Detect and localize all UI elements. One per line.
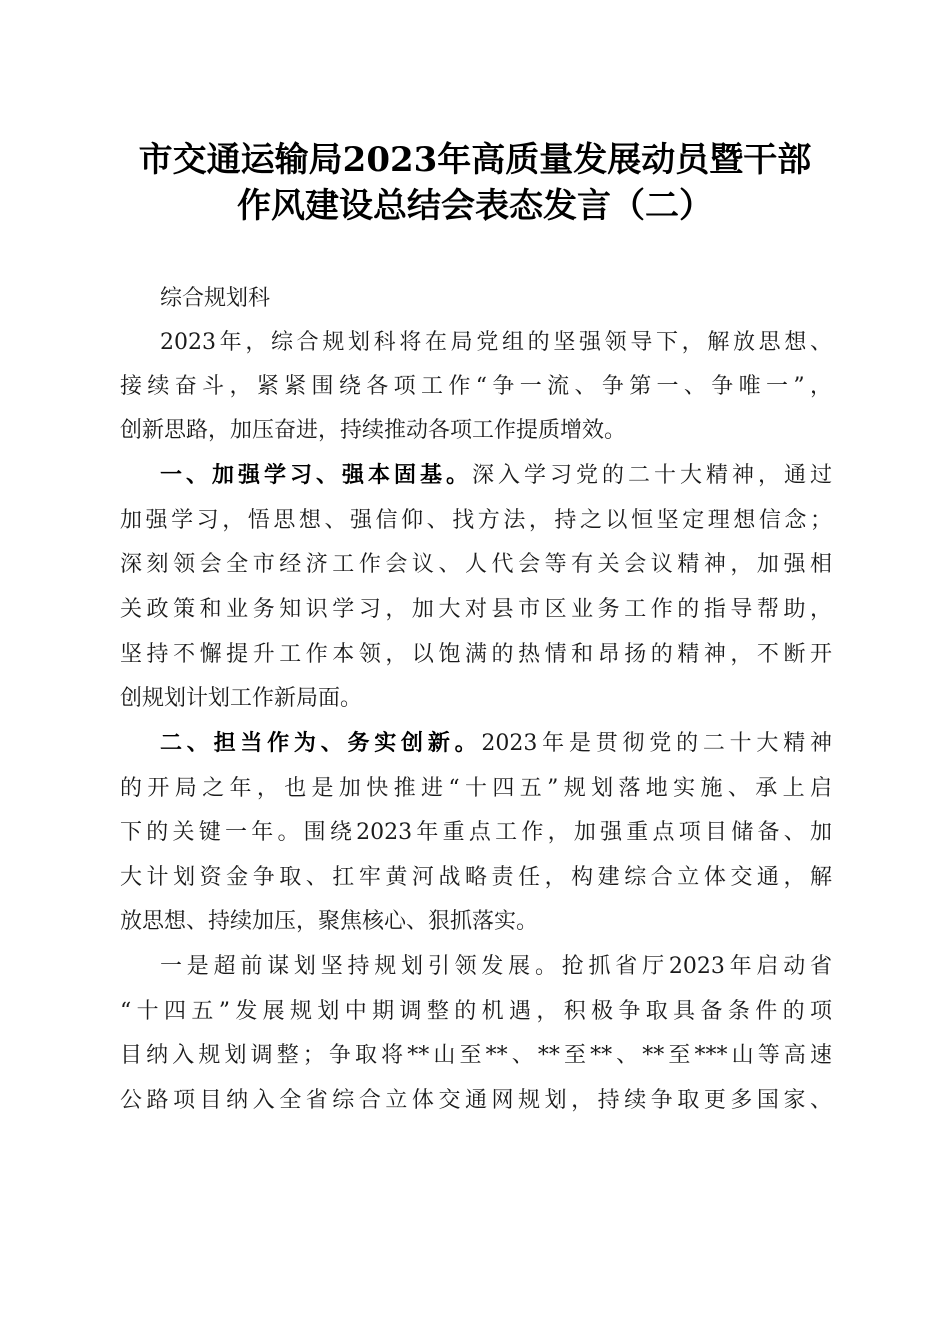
department-name: 综合规划科 (160, 286, 271, 311)
section2-line-4: 大计划资金争取、扛牢黄河战略责任，构建综合立体交通，解 (120, 865, 832, 890)
section1-first-line-text: 深入学习党的二十大精神，通过 (472, 463, 832, 488)
section2-line-3: 下的关键一年。围绕2023年重点工作，加强重点项目储备、加 (120, 820, 832, 845)
section2-line-5: 放思想、持续加压，聚焦核心、狠抓落实。 (120, 909, 539, 934)
intro-line-3: 创新思路，加压奋进，持续推动各项工作提质增效。 (120, 418, 627, 443)
document-title-line-2: 作风建设总结会表态发言（二） (237, 186, 713, 226)
section2-line-2: 的开局之年，也是加快推进“十四五”规划落地实施、承上启 (120, 776, 832, 801)
intro-line-2: 接续奋斗，紧紧围绕各项工作“争一流、争第一、争唯一”， (120, 374, 832, 399)
section1-line-4: 关政策和业务知识学习，加大对县市区业务工作的指导帮助， (120, 597, 832, 622)
section1-line-2: 加强学习，悟思想、强信仰、找方法，持之以恒坚定理想信念； (120, 508, 832, 533)
document-title-line-1: 市交通运输局2023年高质量发展动员暨干部 (138, 140, 812, 180)
section1-first-line (160, 461, 832, 491)
section2-first-line-text: 2023年是贯彻党的二十大精神 (481, 731, 832, 756)
section1-line-5: 坚持不懈提升工作本领，以饱满的热情和昂扬的精神，不断开 (120, 642, 832, 667)
intro-line-1: 2023年，综合规划科将在局党组的坚强领导下，解放思想、 (160, 330, 832, 355)
section3-line-2: “十四五”发展规划中期调整的机遇，积极争取具备条件的项 (120, 999, 832, 1024)
section2-heading: 二、担当作为、务实创新。 (160, 731, 482, 756)
section3-line-1: 一是超前谋划坚持规划引领发展。抢抓省厅2023年启动省 (160, 954, 832, 979)
section3-line-4: 公路项目纳入全省综合立体交通网规划，持续争取更多国家、 (120, 1088, 832, 1113)
section1-line-3: 深刻领会全市经济工作会议、人代会等有关会议精神，加强相 (120, 552, 832, 577)
section1-line-6: 创规划计划工作新局面。 (120, 686, 363, 711)
section2-first-line (160, 729, 832, 759)
section1-heading: 一、加强学习、强本固基。 (160, 463, 472, 488)
section3-line-3: 目纳入规划调整；争取将**山至**、**至**、**至***山等高速 (120, 1043, 832, 1068)
